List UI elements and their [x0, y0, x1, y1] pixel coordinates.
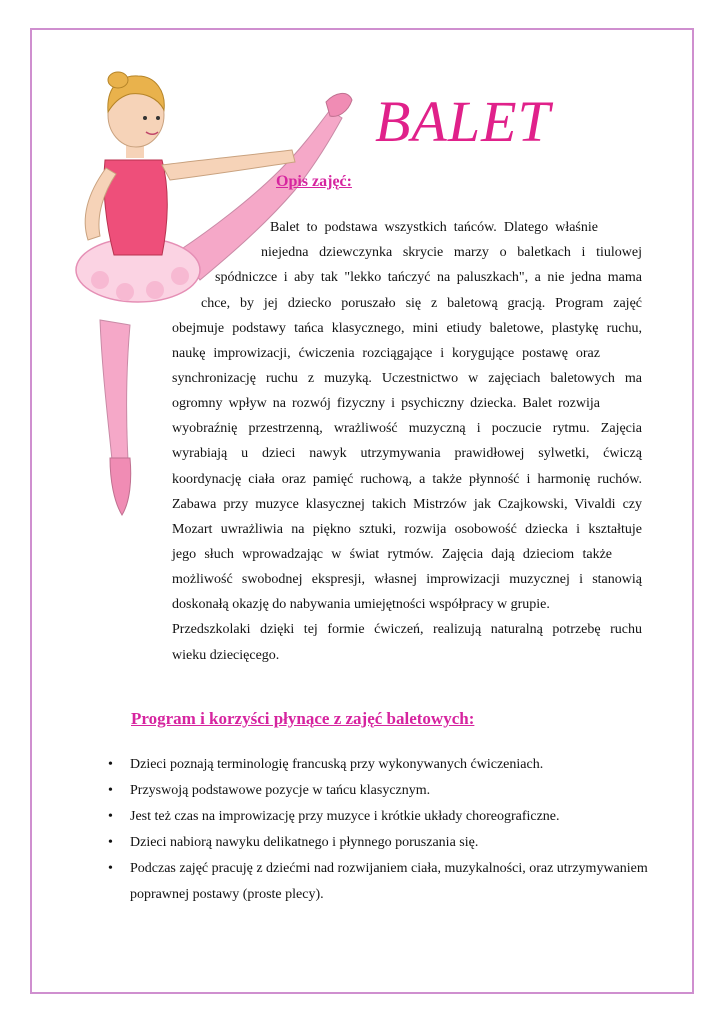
bullet-icon: •: [108, 809, 113, 824]
paragraph-line: doskonałą okazję do nabywania umiejętności współpracy w grupie.: [172, 597, 550, 612]
paragraph-line: jego słuch wprowadzając w świat rytmów. Zajęcia dają dzieciom także: [172, 547, 612, 562]
paragraph-line: synchronizację ruchu z muzyką. Uczestnictwo w zajęciach baletowych ma: [172, 371, 642, 386]
paragraph-line: Balet to podstawa wszystkich tańców. Dlatego właśnie: [270, 220, 598, 235]
paragraph-line: wyobraźnię przestrzenną, wrażliwość muzyczną i poczucie rytmu. Zajęcia: [172, 421, 642, 436]
paragraph-line: ogromny wpływ na rozwój fizyczny i psychiczny dziecka. Balet rozwija: [172, 396, 600, 411]
page-title: BALET: [375, 89, 551, 154]
section-heading-description: Opis zajęć:: [276, 173, 352, 190]
list-item-text: Podczas zajęć pracuję z dziećmi nad rozwijaniem ciała, muzykalności, oraz utrzymywaniem poprawnej postawy (proste plecy).: [130, 861, 648, 902]
paragraph-line: chce, by jej dziecko poruszało się z baletową gracją. Program zajęć: [201, 296, 642, 311]
list-item-text: Przyswoją podstawowe pozycje w tańcu klasycznym.: [130, 783, 431, 798]
bullet-icon: •: [108, 783, 113, 798]
list-item: [108, 752, 648, 778]
paragraph-line: wyrabiają u dzieci nawyk utrzymywania prawidłowej sylwetki, ćwiczą: [172, 446, 642, 461]
paragraph-line: spódniczce i aby tak "lekko tańczyć na paluszkach", a nie jedna mama: [215, 270, 642, 285]
bullet-icon: •: [108, 757, 113, 772]
benefits-list: [108, 752, 648, 908]
paragraph-line: możliwość swobodnej ekspresji, własnej improwizacji muzycznej i stanowią: [172, 572, 642, 587]
paragraph-line: obejmuje podstawy tańca klasycznego, mini etiudy baletowe, plastykę ruchu,: [172, 321, 642, 336]
paragraph-line: koordynację ciała oraz pamięć ruchową, a także płynność i harmonię ruchów.: [172, 472, 642, 487]
paragraph-line: Mozart uwrażliwia na piękno sztuki, rozwija osobowość dziecka i kształtuje: [172, 522, 642, 537]
list-item: [108, 830, 648, 856]
list-item: [108, 778, 648, 804]
list-item: [108, 856, 648, 908]
paragraph-line: wieku dziecięcego.: [172, 648, 280, 663]
list-item-text: Jest też czas na improwizację przy muzyce i krótkie układy choreograficzne.: [130, 809, 560, 824]
paragraph-line: Zabawa przy muzyce klasycznej takich Mistrzów jak Czajkowski, Vivaldi czy: [172, 497, 642, 512]
paragraph-line: niejedna dziewczynka skrycie marzy o baletkach i tiulowej: [261, 245, 642, 260]
paragraph-line: Przedszkolaki dzięki tej formie ćwiczeń, realizują naturalną potrzebę ruchu: [172, 622, 642, 637]
list-item: [108, 804, 648, 830]
section-heading-program: Program i korzyści płynące z zajęć baletowych:: [131, 709, 475, 728]
bullet-icon: •: [108, 861, 113, 876]
bullet-icon: •: [108, 835, 113, 850]
list-item-text: Dzieci nabiorą nawyku delikatnego i płynnego poruszania się.: [130, 835, 479, 850]
list-item-text: Dzieci poznają terminologię francuską przy wykonywanych ćwiczeniach.: [130, 757, 544, 772]
paragraph-line: naukę improwizacji, ćwiczenia rozciągające i korygujące postawę oraz: [172, 346, 600, 361]
